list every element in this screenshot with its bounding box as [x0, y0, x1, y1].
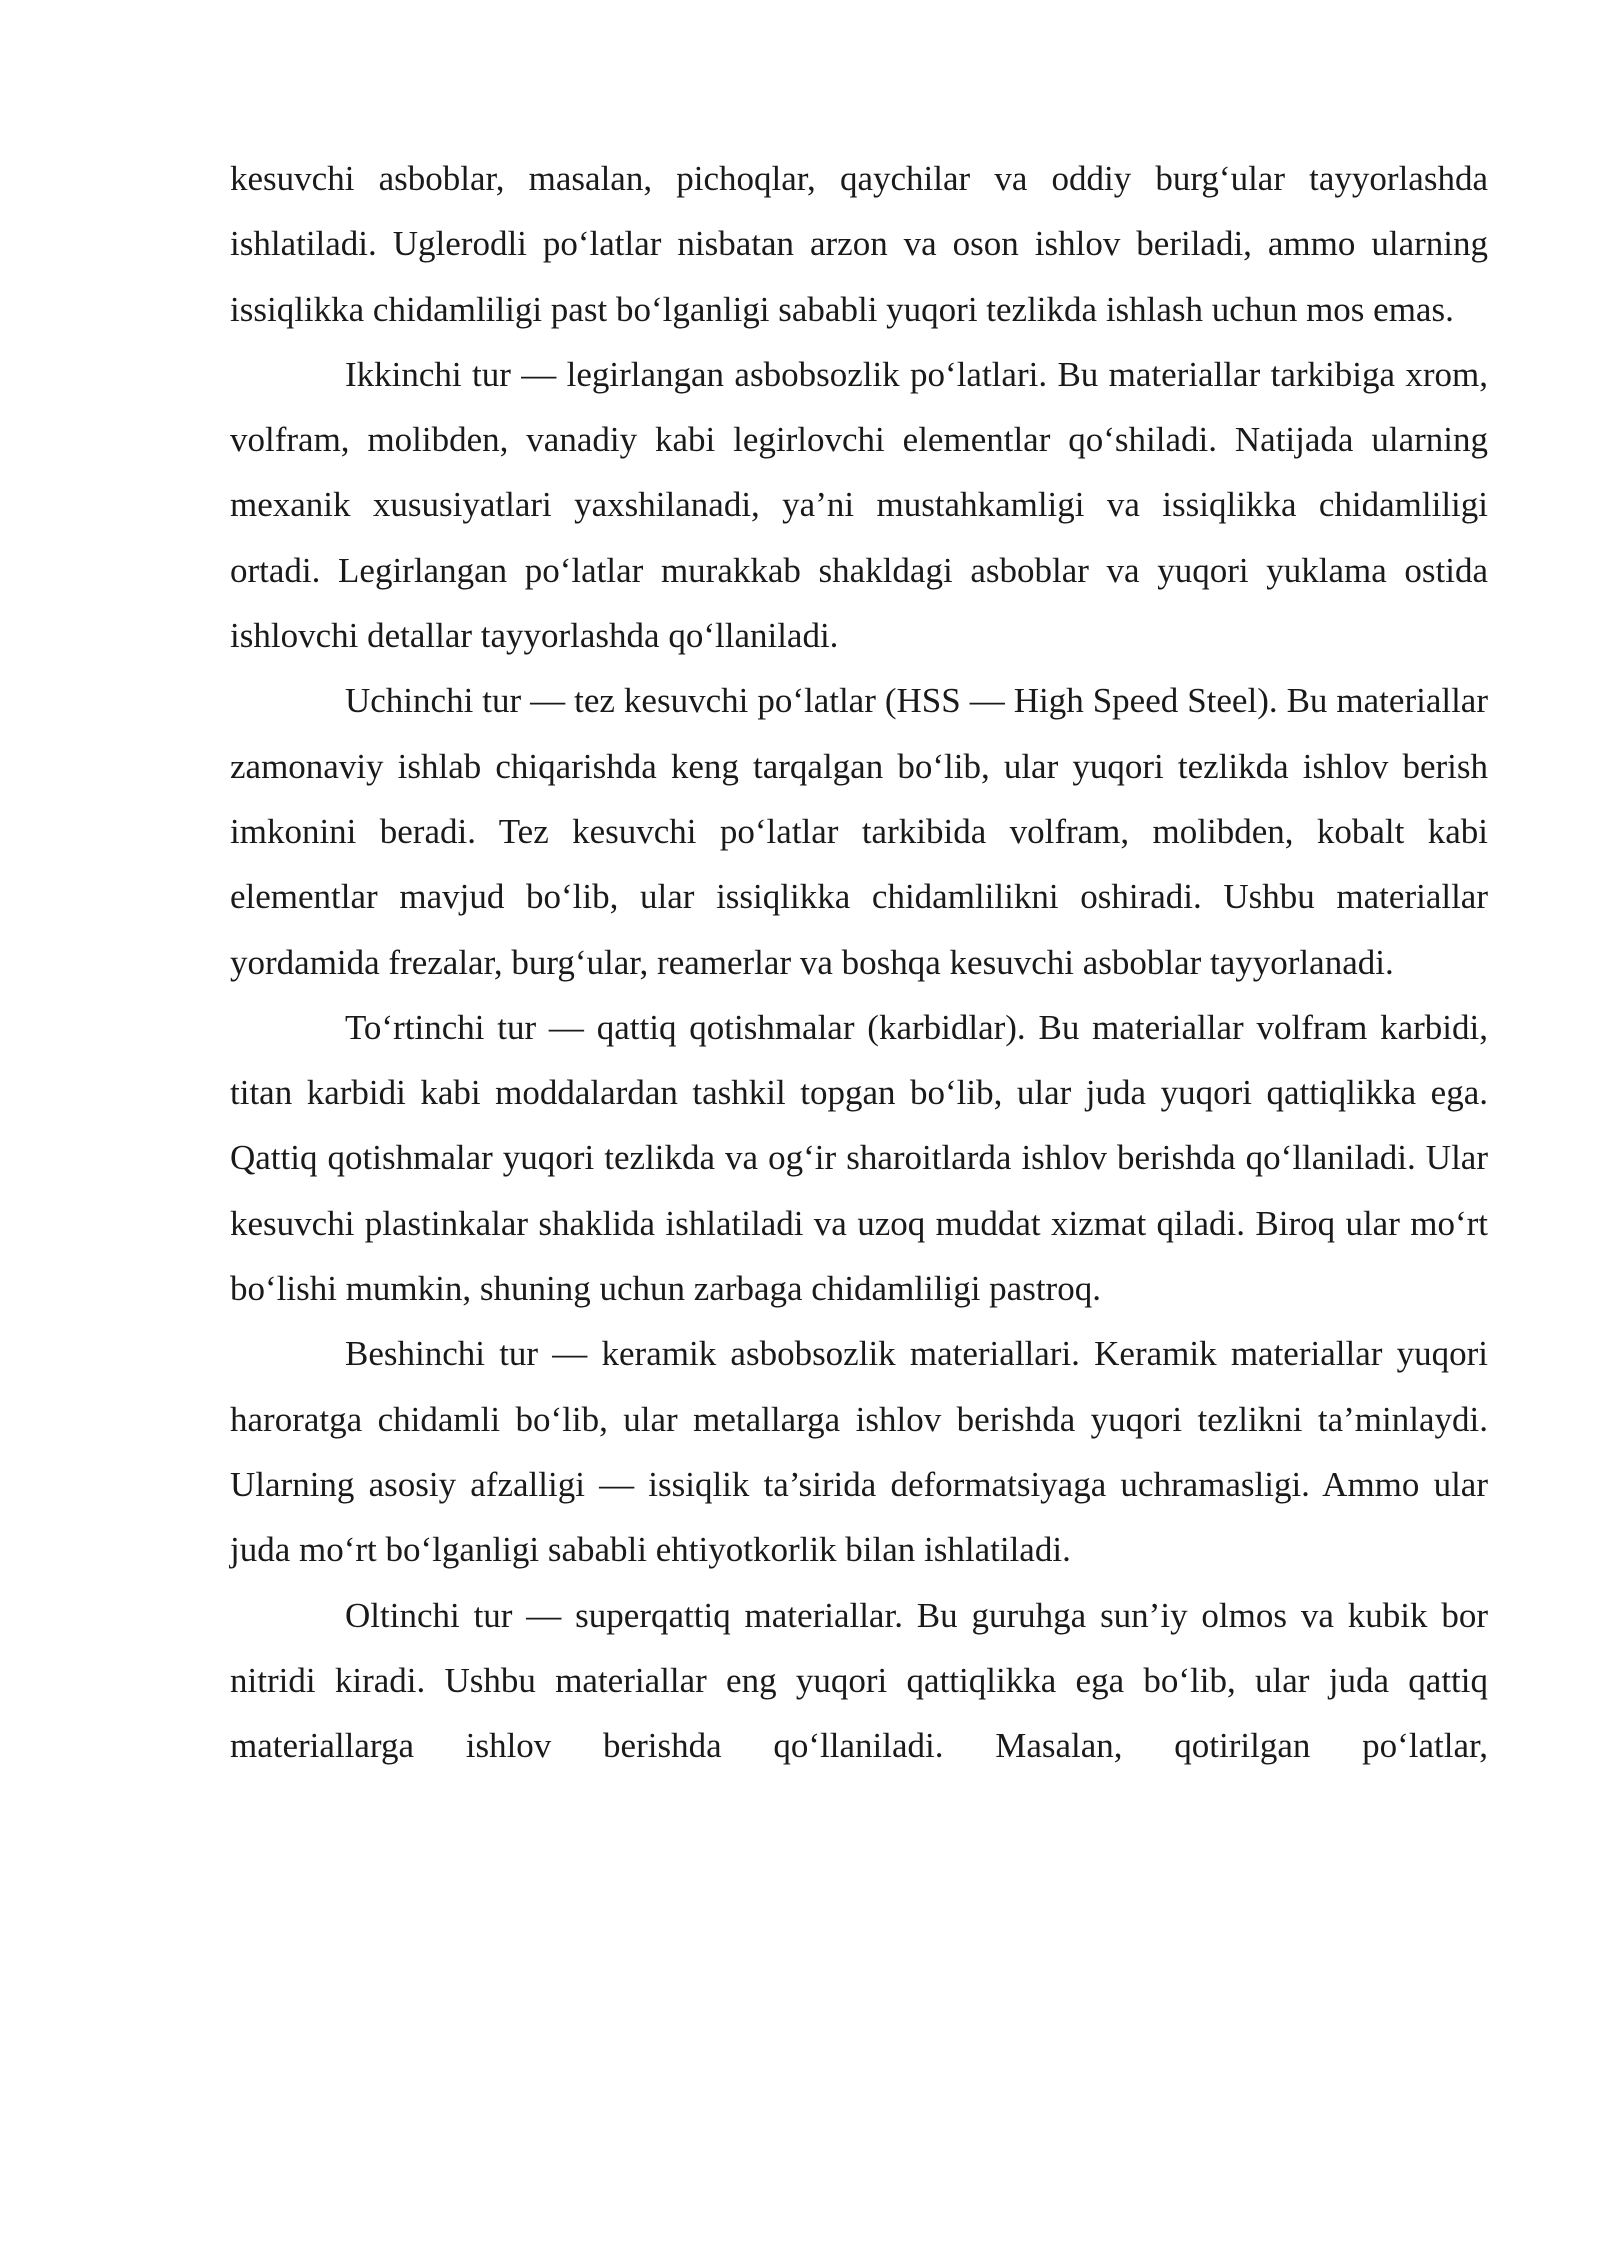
paragraph-2: Ikkinchi tur — legirlangan asbobsozlik po‘latlari. Bu materiallar tarkibiga xrom, volfram, molibden, vanadiy kabi legirlovchi elementlar qo‘shiladi. Natijada ularning mexanik xususiyatlari yaxshilanadi, ya’ni mustahkamligi va issiqlikka chidamliligi ortadi. Legirlangan po‘latlar murakkab shakldagi asboblar va yuqori yuklama ostida ishlovchi detallar tayyorlashda qo‘llaniladi. — [230, 354, 1488, 656]
paragraph-3: Uchinchi tur — tez kesuvchi po‘latlar (HSS — High Speed Steel). Bu materiallar zamonaviy ishlab chiqarishda keng tarqalgan bo‘lib, ular yuqori tezlikda ishlov berish imkonini beradi. Tez kesuvchi po‘latlar tarkibida volfram, molibden, kobalt kabi elementlar mavjud bo‘lib, ular issiqlikka chidamlilikni oshiradi. Ushbu materiallar yordamida frezalar, burg‘ular, reamerlar va boshqa kesuvchi asboblar tayyorlanadi. — [230, 681, 1488, 982]
body-text — [230, 146, 1488, 1778]
paragraph-4: To‘rtinchi tur — qattiq qotishmalar (karbidlar). Bu materiallar volfram karbidi, titan karbidi kabi moddalardan tashkil topgan bo‘lib, ular juda yuqori qattiqlikka ega. Qattiq qotishmalar yuqori tezlikda va og‘ir sharoitlarda ishlov berishda qo‘llaniladi. Ular kesuvchi plastinkalar shaklida ishlatiladi va uzoq muddat xizmat qiladi. Biroq ular mo‘rt bo‘lishi mumkin, shuning uchun zarbaga chidamliligi pastroq. — [230, 1007, 1488, 1309]
paragraph-1: kesuvchi asboblar, masalan, pichoqlar, qaychilar va oddiy burg‘ular tayyorlashda ishlatiladi. Uglerodli po‘latlar nisbatan arzon va oson ishlov beriladi, ammo ularning issiqlikka chidamliligi past bo‘lganligi sababli yuqori tezlikda ishlash uchun mos emas. — [230, 159, 1488, 329]
paragraph-5: Beshinchi tur — keramik asbobsozlik materiallari. Keramik materiallar yuqori haroratga chidamli bo‘lib, ular metallarga ishlov berishda yuqori tezlikni ta’minlaydi. Ularning asosiy afzalligi — issiqlik ta’sirida deformatsiyaga uchramasligi. Ammo ular juda mo‘rt bo‘lganligi sababli ehtiyotkorlik bilan ishlatiladi. — [230, 1334, 1488, 1570]
paragraph-6: Oltinchi tur — superqattiq materiallar. Bu guruhga sun’iy olmos va kubik bor nitridi kiradi. Ushbu materiallar eng yuqori qattiqlikka ega bo‘lib, ular juda qattiq materiallarga ishlov berishda qo‘llaniladi. Masalan, qotirilgan po‘latlar, — [230, 1595, 1488, 1766]
